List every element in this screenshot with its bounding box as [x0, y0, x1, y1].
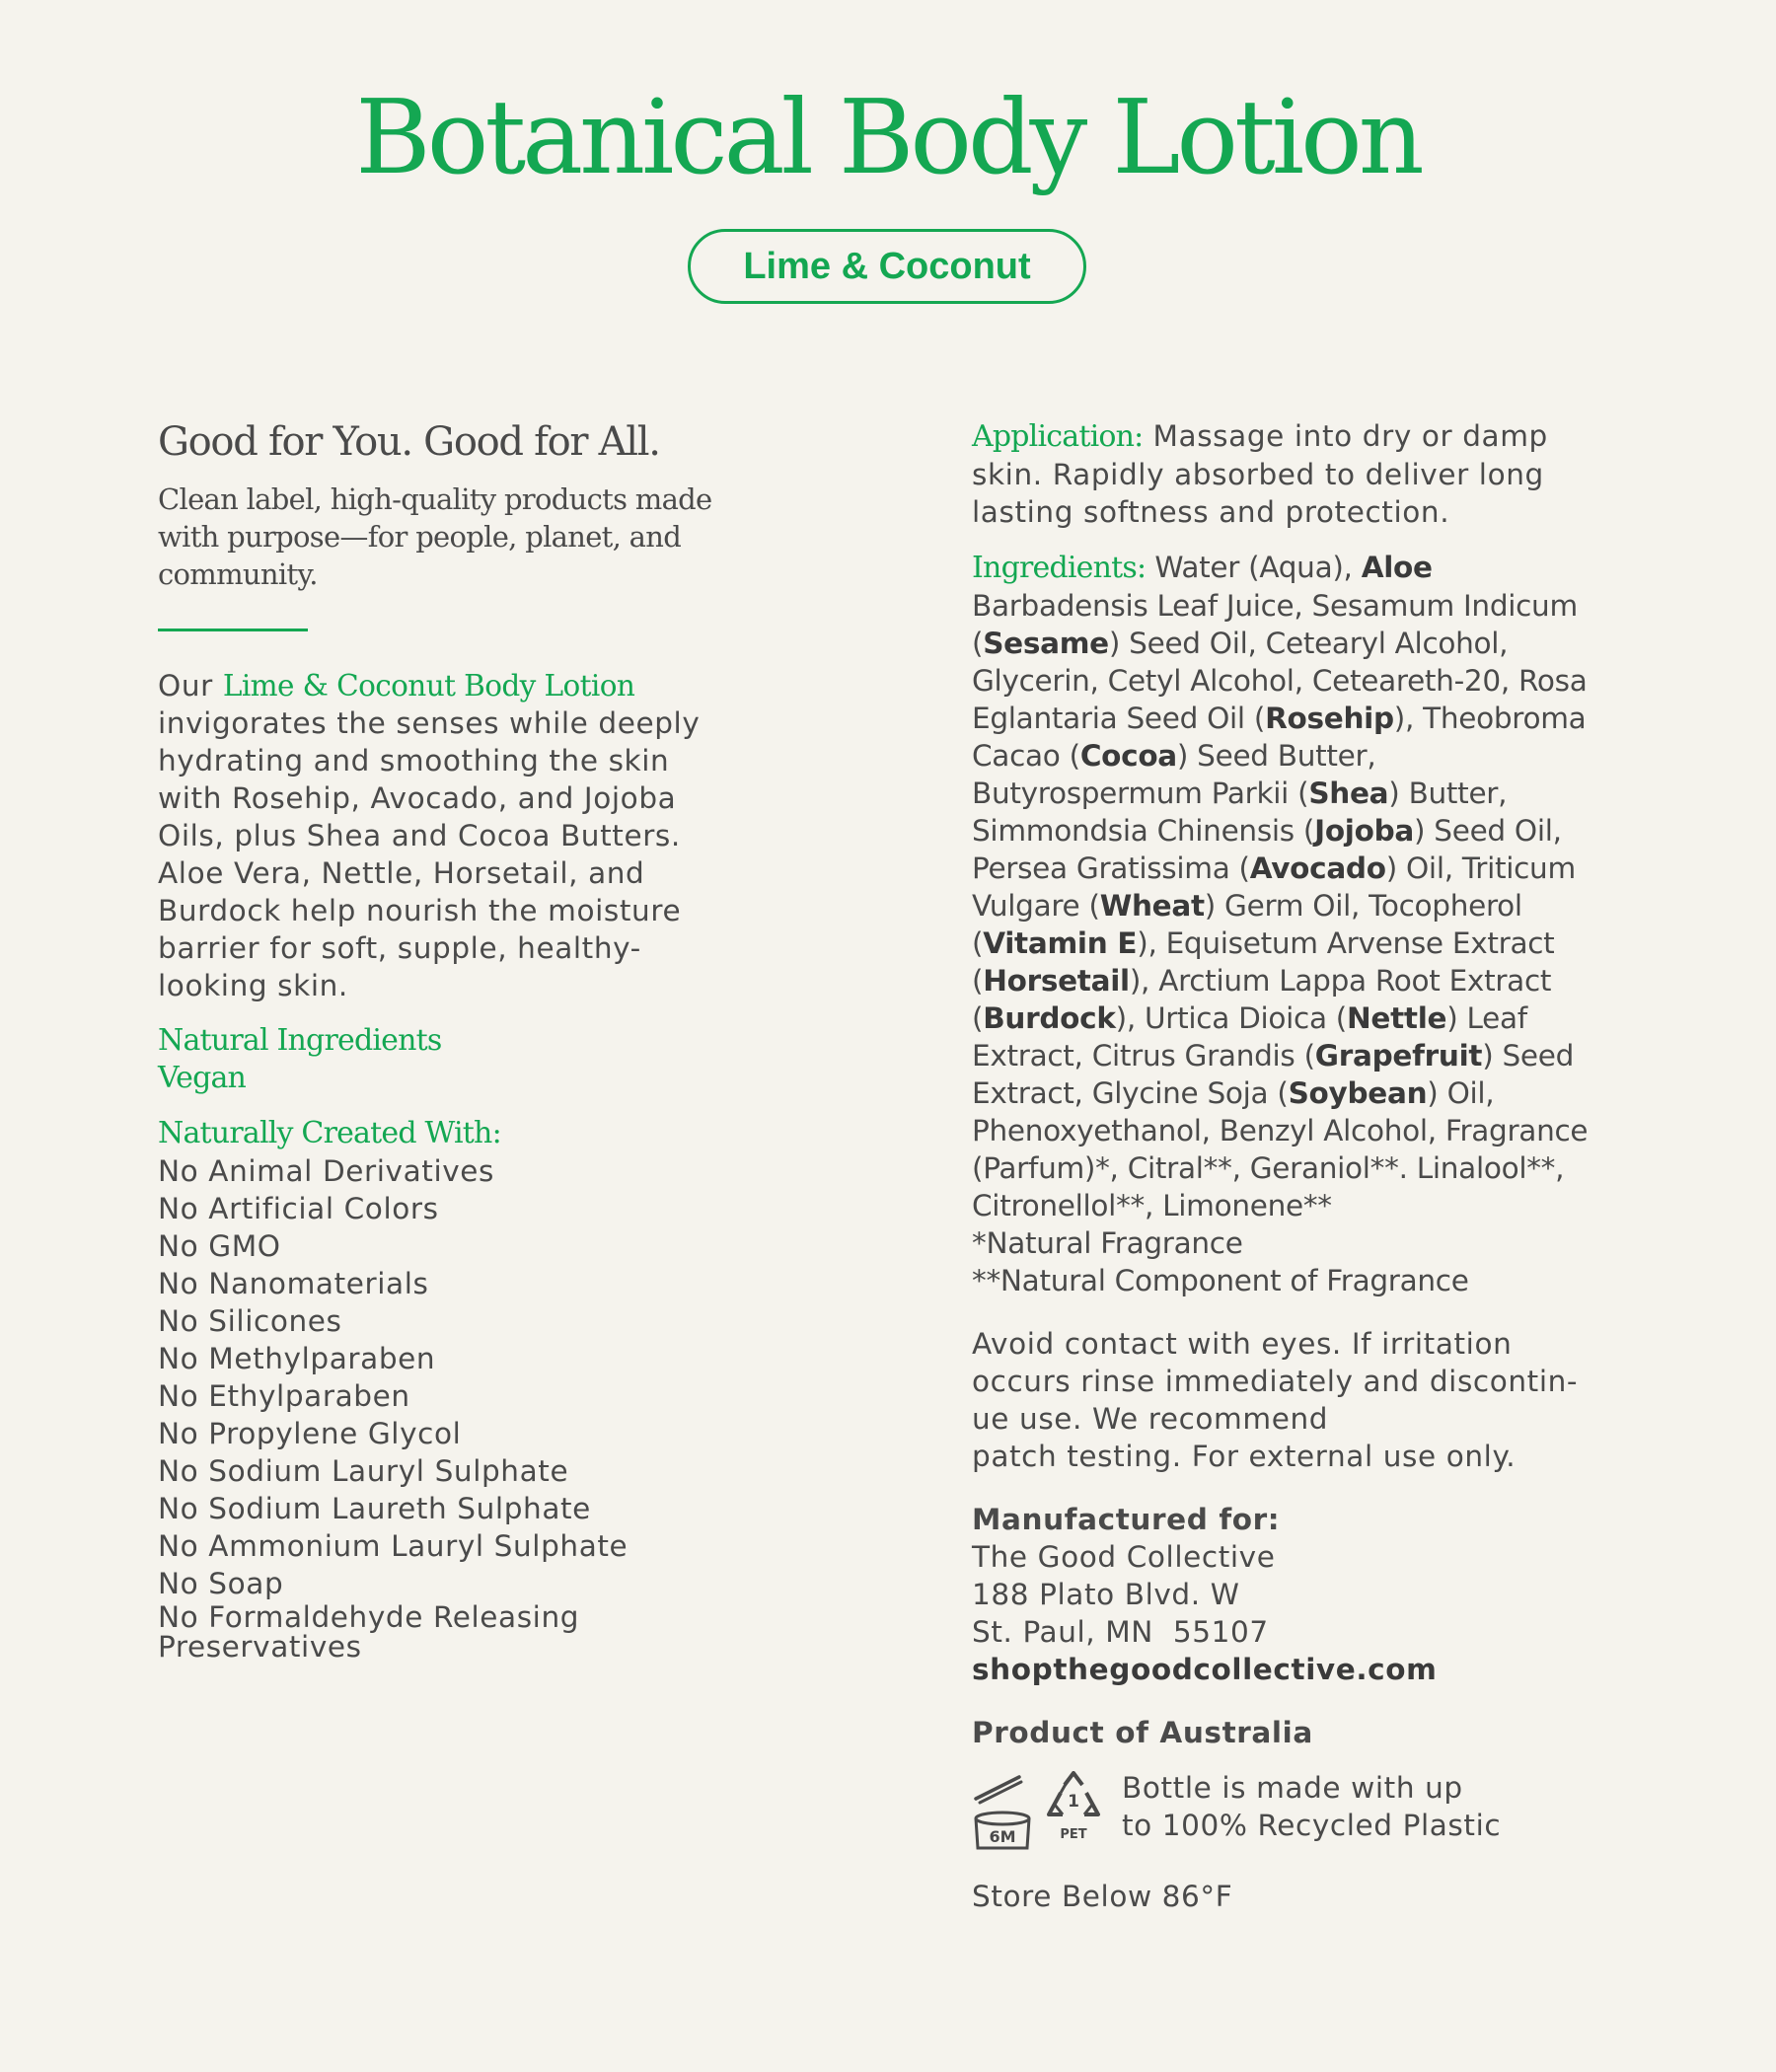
list-item: No Artificial Colors: [158, 1192, 439, 1225]
ingredient-segment: ), Theobroma Cacao (: [972, 702, 1587, 773]
list-item: No Nanomaterials: [158, 1267, 429, 1300]
free-from-list: [158, 1152, 740, 1662]
list-item: No Methylparaben: [158, 1342, 436, 1375]
spacer: [158, 1097, 740, 1115]
list-item: No GMO: [158, 1229, 281, 1263]
list-item: No Propylene Glycol: [158, 1417, 462, 1450]
variant-badge: [688, 229, 1086, 304]
list-item: No Sodium Laureth Sulphate: [158, 1492, 591, 1525]
spacer: [972, 1852, 1613, 1878]
ingredients-body: [972, 551, 1588, 1222]
list-item: [158, 1602, 740, 1662]
ingredient-highlight: Horsetail: [983, 964, 1130, 998]
ingredient-segment: ) Seed Oil, Cetearyl Alcohol, Glycerin, Cetyl Alcohol, Ceteareth-20, Rosa Eglantaria Seed Oil (: [972, 627, 1588, 735]
ingredient-highlight: Sesame: [983, 627, 1109, 660]
application-body: Massage into dry or damp skin. Rapidly absorbed to deliver long lasting softness and protection.: [972, 419, 1548, 529]
ingredient-segment: ) Seed Oil, Persea Gratissima (: [972, 814, 1562, 885]
claim-vegan: Vegan: [158, 1061, 247, 1095]
list-item: No Ammonium Lauryl Sulphate: [158, 1529, 629, 1563]
ingredients-text: [972, 549, 1613, 1224]
manufacturer-heading: Manufactured for:: [972, 1503, 1281, 1536]
spacer: [158, 1004, 740, 1022]
product-description: [158, 667, 740, 1004]
ingredient-segment: ) Oil, Phenoxyethanol, Benzyl Alcohol, Fragrance (Parfum)*, Citral**, Geraniol**. Linalool**, Citronellol**, Limonene**: [972, 1076, 1589, 1222]
recycled-plastic-text: [1122, 1769, 1501, 1844]
recycle-number: 1: [1068, 1792, 1079, 1812]
description-product-name: Lime & Coconut Body Lotion: [222, 669, 635, 703]
created-with-heading: Naturally Created With:: [158, 1116, 501, 1150]
application-text: [972, 417, 1613, 531]
right-column: [972, 417, 1613, 1915]
origin: Product of Australia: [972, 1716, 1313, 1749]
manufacturer-city: St. Paul, MN 55107: [972, 1615, 1269, 1649]
ingredient-highlight: Vitamin E: [983, 926, 1138, 960]
list-item: No Soap: [158, 1567, 284, 1600]
list-item: No Ethylparaben: [158, 1379, 410, 1413]
open-jar-6m-icon: [972, 1771, 1033, 1852]
recycled-line: to 100% Recycled Plastic: [1122, 1809, 1502, 1842]
ingredient-segment: ) Butter, Simmondsia Chinensis (: [972, 777, 1508, 848]
description-body: invigorates the senses while deeply hydrating and smoothing the skin with Rosehip, Avocado, and Jojoba Oils, plus Shea and Cocoa Butters. Aloe Vera, Nettle, Horsetail, and Burdock help nourish the moisture barrier for soft, supple, healthy-looking skin.: [158, 706, 701, 1002]
ingredient-highlight: Wheat: [1099, 889, 1205, 923]
ingredients-label: Ingredients:: [972, 551, 1147, 585]
ingredient-segment: ) Oil, Triticum Vulgare (: [972, 851, 1576, 923]
ingredient-segment: Barbadensis Leaf Juice, Sesamum Indicum (: [972, 589, 1578, 660]
recycling-info: [972, 1769, 1613, 1852]
recycled-line: Bottle is made with up: [1122, 1771, 1463, 1805]
list-item: No Sodium Lauryl Sulphate: [158, 1454, 569, 1488]
divider: [158, 629, 308, 631]
pao-label: 6M: [989, 1827, 1016, 1846]
ingredient-segment: ) Seed Extract, Glycine Soja (: [972, 1039, 1575, 1110]
list-item-line: No Formaldehyde Releasing: [158, 1600, 580, 1634]
ingredient-segment: ), Arctium Lappa Root Extract (: [972, 964, 1552, 1035]
description-prefix: Our: [158, 669, 223, 703]
warning-text: Avoid contact with eyes. If irritation occurs rinse immediately and discontin-ue use. We recommend: [972, 1327, 1579, 1436]
spacer: [972, 1299, 1613, 1325]
ingredient-segment: ), Equisetum Arvense Extract (: [972, 926, 1555, 998]
spacer: [972, 531, 1613, 549]
manufacturer-name: The Good Collective: [972, 1540, 1276, 1574]
ingredient-highlight: Soybean: [1288, 1076, 1428, 1110]
ingredient-segment: ), Urtica Dioica (: [1115, 1001, 1348, 1035]
ingredient-segment: ) Germ Oil, Tocopherol (: [972, 889, 1522, 960]
ingredient-highlight: Avocado: [1249, 851, 1386, 885]
fragrance-component-note: **Natural Component of Fragrance: [972, 1264, 1469, 1297]
ingredient-highlight: Aloe: [1361, 551, 1433, 584]
website: shopthegoodcollective.com: [972, 1653, 1438, 1686]
spacer: [972, 1688, 1613, 1714]
ingredient-highlight: Rosehip: [1265, 702, 1394, 735]
list-item-line: Preservatives: [158, 1630, 362, 1664]
ingredient-highlight: Shea: [1308, 777, 1389, 810]
list-item: No Silicones: [158, 1304, 342, 1338]
ingredient-highlight: Grapefruit: [1314, 1039, 1483, 1073]
fragrance-note: *Natural Fragrance: [972, 1226, 1243, 1260]
claim-natural: Natural Ingredients: [158, 1023, 442, 1058]
left-column: [158, 419, 740, 1662]
tagline: Good for You. Good for All.: [158, 419, 660, 465]
manufacturer-street: 188 Plato Blvd. W: [972, 1578, 1240, 1611]
recycle-pet-icon: [1043, 1771, 1104, 1852]
list-item: No Animal Derivatives: [158, 1154, 495, 1188]
application-label: Application:: [972, 419, 1144, 454]
warning-text-2: patch testing. For external use only.: [972, 1440, 1517, 1473]
icon-group: [972, 1771, 1104, 1852]
ingredient-segment: Water (Aqua),: [1146, 551, 1362, 584]
recycle-material: PET: [1060, 1827, 1087, 1842]
storage-instructions: Store Below 86°F: [972, 1880, 1233, 1913]
ingredient-highlight: Cocoa: [1079, 739, 1177, 773]
variant-label: Lime & Coconut: [743, 245, 1031, 287]
product-title: Botanical Body Lotion: [355, 77, 1421, 197]
ingredient-highlight: Jojoba: [1314, 814, 1415, 848]
intro-text: Clean label, high-quality products made with purpose—for people, planet, and community.: [158, 482, 712, 591]
ingredient-segment: ) Seed Butter, Butyrospermum Parkii (: [972, 739, 1376, 810]
ingredient-segment: ) Leaf Extract, Citrus Grandis (: [972, 1001, 1527, 1073]
ingredient-highlight: Nettle: [1347, 1001, 1447, 1035]
spacer: [972, 1475, 1613, 1501]
ingredient-highlight: Burdock: [983, 1001, 1116, 1035]
